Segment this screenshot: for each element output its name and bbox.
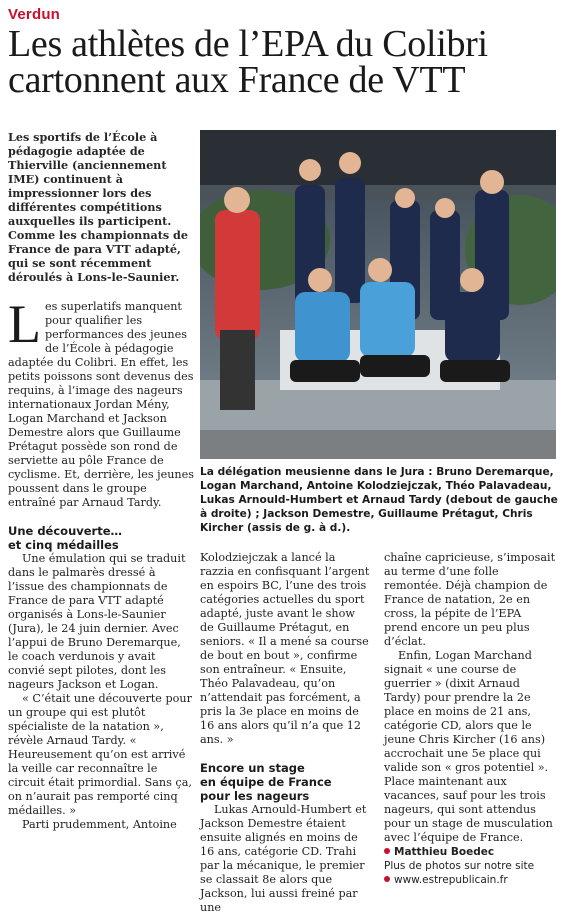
byline-bullet-icon bbox=[384, 848, 390, 854]
website-bullet-icon bbox=[384, 876, 390, 882]
team-photo-illustration bbox=[200, 130, 556, 459]
paragraph-3: « C’était une découverte pour un groupe qui est plutôt spécialiste de la natation », révèle Arnaud Tardy. « Heureusement qu’on est arrivé la veille car reconnaître le circuit était primordial. Sans ça, on n’aurait pas remporté cinq médailles. » bbox=[8, 692, 192, 817]
photo-caption: La délégation meusienne dans le Jura : Bruno Deremarque, Logan Marchand, Antoine Kolodziejczak, Théo Palavadeau, Lukas Arnould-Humbert et Arnaud Tardy (debout de gauche à droite) ; Jackson Demestre, Guillaume Prétagut, Chris Kircher (assis de g. à d.). bbox=[200, 466, 558, 534]
paragraph-2: Une émulation qui se traduit dans le palmarès dressé à l’issue des championnats de France de para VTT adapté organisés à Lons-le-Saunier (Jura), le 24 juin dernier. Avec l’appui de Bruno Deremarque, le coach verdunois y avait convié sept pilotes, dont les nageurs Jackson et Logan. bbox=[8, 552, 186, 691]
paragraph-1: Les superlatifs manquent pour qualifier les performances des jeunes de l’École à pédagogie adaptée du Colibri. En effet, les petits poissons sont devenus des requins, à l’image des nageurs internationaux Jordan Mény, Logan Marchand et Jackson Demestre alors que Guillaume Prétagut possède son rond de serviette au pôle France de cyclisme. Et, derrière, les jeunes poussent dans le groupe entraîné par Arnaud Tardy. bbox=[8, 294, 194, 509]
section-kicker: Verdun bbox=[8, 6, 61, 23]
subheading-2-line-2: en équipe de France bbox=[200, 775, 332, 789]
headline-line-2: cartonnent aux France de VTT bbox=[8, 59, 466, 101]
article-column-2 bbox=[200, 551, 372, 915]
subheading-1-line-1: Une découverte… bbox=[8, 524, 123, 538]
author-byline: Matthieu Boedec bbox=[384, 845, 556, 859]
paragraph-7: chaîne capricieuse, s’imposait au terme d’une folle remontée. Déjà champion de France de natation, 2e en cross, la pépite de l’EPA prend encore un peu plus d’éclat. bbox=[384, 551, 556, 648]
paragraph-4: Parti prudemment, Antoine bbox=[22, 818, 177, 831]
article-column-3 bbox=[384, 551, 556, 887]
paragraph-6: Lukas Arnould-Humbert et Jackson Demestre étaient ensuite alignés en moins de 16 ans, catégorie CD. Trahi par la mécanique, le premier se classait 8e alors que Jackson, lui aussi freiné par une bbox=[200, 803, 367, 914]
subheading-2-line-1: Encore un stage bbox=[200, 761, 305, 775]
paragraph-5: Kolodziejczak a lancé la razzia en confisquant l’argent en espoirs BC, l’une des trois catégories actuelles du sport adapté, juste avant le show de Guillaume Prétagut, en seniors. « Il a mené sa course de bout en bout », confirme son entraîneur. « Ensuite, Théo Palavadeau, qu’on n’attendait pas forcément, a pris la 3e place en moins de 16 ans alors qu’il n’a que 12 ans. » bbox=[200, 551, 370, 746]
subheading-2-line-3: pour les nageurs bbox=[200, 789, 310, 803]
paragraph-8: Enfin, Logan Marchand signait « une course de guerrier » (dixit Arnaud Tardy) pour prendre la 2e place en moins de 21 ans, catégorie CD, alors que le jeune Chris Kircher (16 ans) accrochait une 5e place qui valide son « gros potentiel ». Place maintenant aux vacances, sauf pour les trois nageurs, qui sont attendus pour un stage de musculation avec l’équipe de France. bbox=[384, 649, 553, 844]
subheading-1-line-2: et cinq médailles bbox=[8, 538, 119, 552]
drop-cap: L bbox=[8, 294, 41, 354]
article-column-1 bbox=[8, 294, 194, 832]
headline-line-1: Les athlètes de l’EPA du Colibri bbox=[8, 23, 488, 65]
headline bbox=[8, 23, 560, 101]
lead-paragraph: Les sportifs de l’École à pédagogie adaptée de Thierville (anciennement IME) continuent à impressionner lors des différentes compétitions auxquelles ils participent. Comme les championnats de France de para VTT adapté, qui se sont récemment déroulés à Lons-le-Saunier. bbox=[8, 130, 188, 284]
more-photos-note: Plus de photos sur notre site bbox=[384, 860, 535, 872]
team-photo bbox=[200, 130, 556, 459]
website-link[interactable]: www.estrepublicain.fr bbox=[384, 873, 556, 887]
